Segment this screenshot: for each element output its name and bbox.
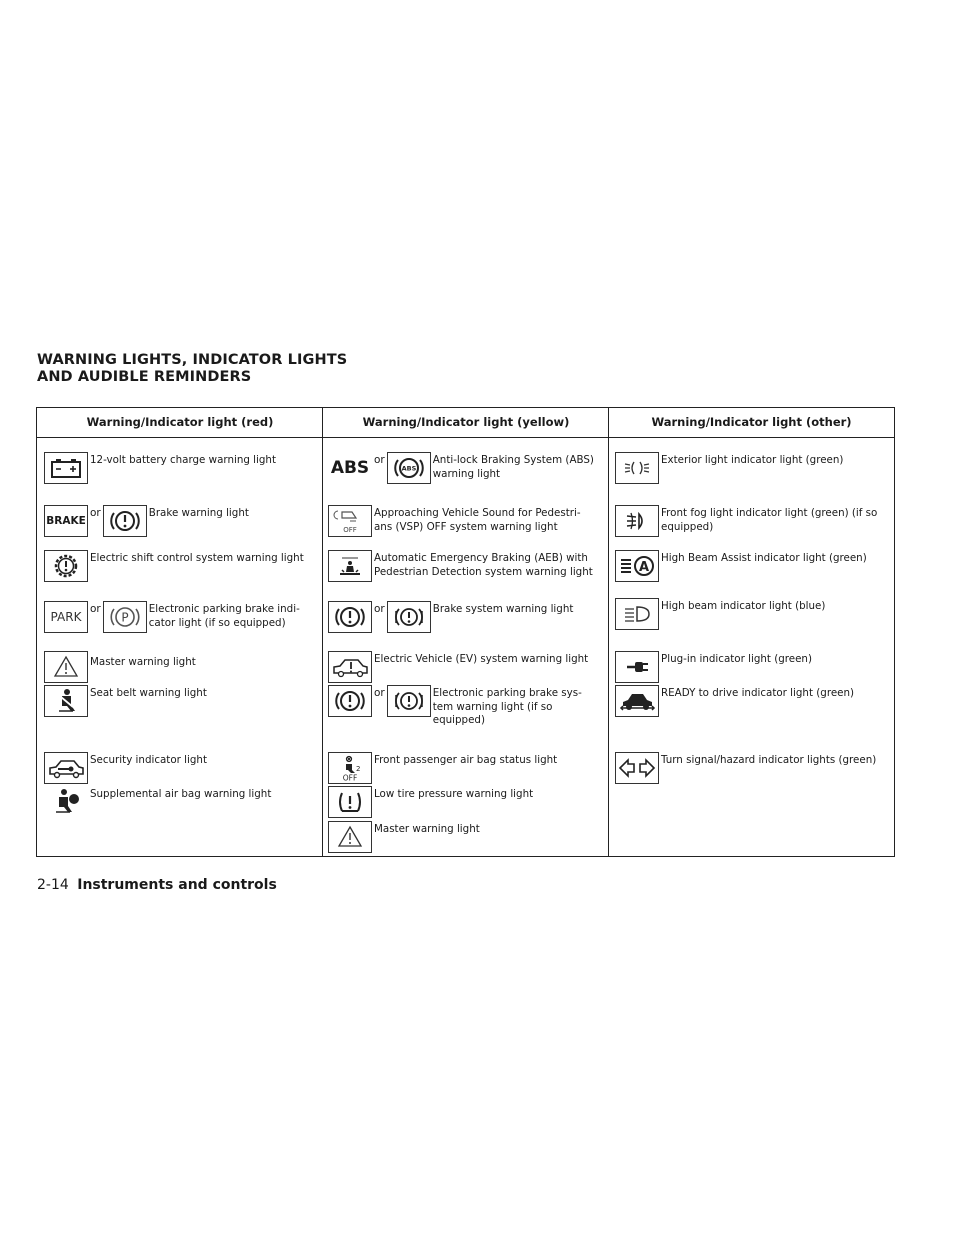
list-item	[328, 786, 533, 818]
tire-pressure-icon	[328, 786, 372, 818]
security-car-key-icon	[44, 752, 88, 784]
or-text: or	[374, 603, 385, 615]
list-item	[328, 601, 573, 633]
item-label-line: Electronic parking brake indi-	[148, 603, 300, 615]
airbag-icon	[44, 786, 88, 818]
or-text: or	[90, 507, 101, 519]
column-divider	[608, 408, 609, 856]
list-item	[615, 598, 825, 630]
p-circle-icon	[103, 601, 147, 633]
park-text-icon: PARK	[44, 601, 88, 633]
high-beam-icon	[615, 598, 659, 630]
brake-system-icon	[387, 601, 431, 633]
list-item	[44, 601, 300, 633]
list-item	[328, 505, 581, 537]
high-beam-assist-icon	[615, 550, 659, 582]
list-item	[328, 821, 480, 853]
item-label: Brake warning light	[148, 507, 249, 519]
item-label-line: Anti-lock Braking System (ABS)	[432, 454, 594, 466]
master-warning-icon	[44, 651, 88, 683]
or-text: or	[90, 603, 101, 615]
list-item	[615, 452, 843, 484]
item-label-line: ans (VSP) OFF system warning light	[374, 520, 558, 533]
item-label: Brake system warning light	[432, 603, 574, 615]
item-label: Master warning light	[90, 656, 196, 668]
item-label-line: equipped)	[432, 714, 485, 726]
list-item	[615, 685, 854, 717]
list-item	[328, 651, 588, 683]
item-label	[661, 507, 877, 534]
off-text: OFF	[343, 526, 357, 534]
item-label: Exterior light indicator light (green)	[661, 454, 844, 466]
ready-car-icon	[615, 685, 659, 717]
item-label: Security indicator light	[90, 754, 207, 766]
item-label	[433, 687, 582, 728]
item-label: Plug-in indicator light (green)	[661, 653, 812, 665]
brake-system-icon	[387, 685, 431, 717]
page-title	[37, 352, 347, 386]
item-label: Electric shift control system warning light	[90, 552, 304, 564]
list-item	[44, 651, 196, 683]
item-label-line: tem warning light (if so	[432, 700, 553, 713]
item-label: Supplemental air bag warning light	[90, 788, 272, 800]
item-label: Master warning light	[374, 823, 480, 835]
item-label-line: Front fog light indicator light (green) (if so	[661, 507, 878, 519]
item-label	[433, 454, 594, 481]
vsp-off-icon	[328, 505, 372, 537]
abs-small-text: ABS	[401, 464, 417, 473]
item-label	[374, 552, 593, 579]
p-letter: P	[121, 610, 129, 625]
or-text: or	[374, 454, 385, 466]
item-label: Seat belt warning light	[90, 687, 207, 699]
list-item	[615, 752, 876, 784]
section-title: Instruments and controls	[77, 877, 277, 893]
master-warning-icon	[328, 821, 372, 853]
item-label: Turn signal/hazard indicator lights (green)	[661, 754, 877, 766]
header-other: Warning/Indicator light (other)	[651, 415, 852, 429]
item-label: 12-volt battery charge warning light	[90, 454, 276, 466]
column-divider	[322, 408, 323, 856]
brake-circle-icon	[328, 601, 372, 633]
item-label-line: equipped)	[661, 520, 714, 533]
item-label: Electric Vehicle (EV) system warning light	[374, 653, 589, 665]
page-footer	[37, 877, 277, 893]
item-label: READY to drive indicator light (green)	[661, 687, 855, 699]
list-item	[44, 786, 271, 818]
page-title-line-2: AND AUDIBLE REMINDERS	[37, 369, 252, 385]
turn-signal-icon	[615, 752, 659, 784]
page-title-line-1: WARNING LIGHTS, INDICATOR LIGHTS	[37, 352, 348, 368]
item-label-line: Automatic Emergency Braking (AEB) with	[374, 552, 588, 564]
list-item	[44, 452, 276, 484]
item-label: Low tire pressure warning light	[374, 788, 534, 800]
brake-circle-icon	[328, 685, 372, 717]
gear-exclamation-icon	[44, 550, 88, 582]
header-yellow: Warning/Indicator light (yellow)	[362, 415, 570, 429]
brake-text-icon: BRAKE	[44, 505, 88, 537]
item-label	[149, 603, 300, 630]
item-label: Front passenger air bag status light	[374, 754, 558, 766]
item-label-line: Pedestrian Detection system warning light	[374, 565, 593, 578]
abs-circle-icon	[387, 452, 431, 484]
item-label-line: warning light	[432, 467, 501, 480]
list-item	[44, 505, 249, 537]
item-label-line: Electronic parking brake sys-	[432, 687, 582, 699]
list-item	[615, 505, 877, 537]
plug-icon	[615, 651, 659, 683]
list-item	[44, 752, 207, 784]
ev-car-exclamation-icon	[328, 651, 372, 683]
header-red: Warning/Indicator light (red)	[86, 415, 274, 429]
table-header-row	[37, 408, 894, 438]
aeb-icon	[328, 550, 372, 582]
off-text: OFF	[342, 773, 358, 782]
item-label-line: Approaching Vehicle Sound for Pedestri-	[374, 507, 581, 519]
or-text: or	[374, 687, 385, 699]
battery-icon	[44, 452, 88, 484]
list-item	[328, 752, 557, 784]
list-item	[615, 651, 812, 683]
list-item	[615, 550, 867, 582]
list-item	[328, 452, 594, 484]
warning-lights-table	[36, 407, 895, 857]
a-letter: A	[638, 560, 650, 575]
item-label-line: cator light (if so equipped)	[148, 616, 286, 629]
brake-circle-icon	[103, 505, 147, 537]
abs-text-icon: ABS	[328, 452, 372, 484]
list-item	[44, 685, 207, 717]
item-label	[374, 507, 581, 534]
list-item	[328, 550, 593, 582]
exterior-light-icon	[615, 452, 659, 484]
svg-text:2: 2	[356, 765, 361, 773]
page-number: 2-14	[37, 877, 69, 893]
fog-light-icon	[615, 505, 659, 537]
passenger-airbag-off-icon	[328, 752, 372, 784]
list-item	[328, 685, 582, 728]
seat-belt-icon	[44, 685, 88, 717]
list-item	[44, 550, 304, 582]
item-label: High beam indicator light (blue)	[661, 600, 826, 612]
item-label: High Beam Assist indicator light (green)	[661, 552, 867, 564]
